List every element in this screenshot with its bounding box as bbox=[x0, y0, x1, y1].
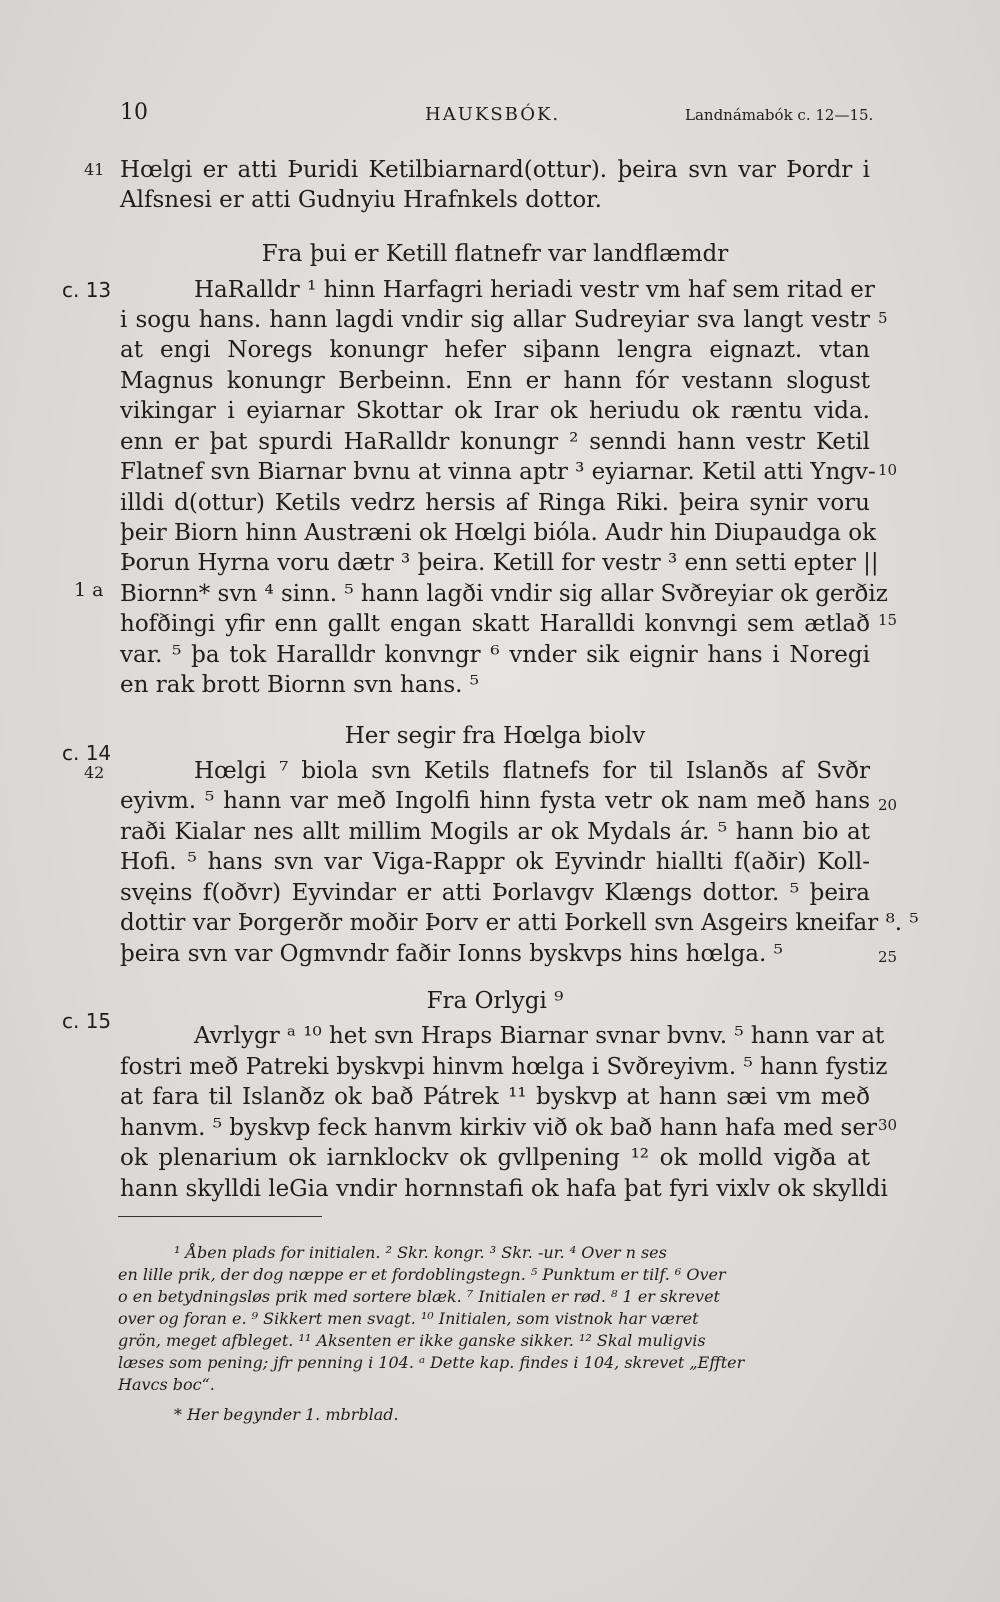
line-number: 10 bbox=[878, 461, 898, 479]
margin-number: 42 bbox=[84, 763, 105, 782]
footnote-line: over og foran e. ⁹ Sikkert men svagt. ¹⁰ Initialen, som vistnok har været bbox=[118, 1309, 699, 1328]
text-line: var. ⁵ þa tok Haralldr konvngr ⁶ vnder sik eignir hans i Noregi bbox=[120, 642, 870, 668]
text-line: svęins f(oðvr) Eyvindar er atti Þorlavgv Klængs dottor. ⁵ þeira bbox=[120, 880, 870, 906]
text-line: þeira svn var Ogmvndr faðir Ionns byskvps hins hœlga. ⁵ bbox=[120, 941, 783, 967]
chapter-marker: c. 13 bbox=[62, 278, 112, 302]
text-line: hofðingi yfir enn gallt engan skatt Haralldi konvngi sem ætlað bbox=[120, 611, 870, 637]
text-line: ok plenarium ok iarnklockv ok gvllpening ¹² ok molld vigða at bbox=[120, 1145, 870, 1171]
text-line: eyivm. ⁵ hann var með Ingolfi hinn fysta vetr ok nam með hans bbox=[120, 788, 870, 814]
text-line: illdi d(ottur) Ketils vedrz hersis af Ringa Riki. þeira synir voru bbox=[120, 490, 870, 516]
line-number: 15 bbox=[878, 611, 898, 629]
text-line: Avrlygr ᵃ ¹⁰ het svn Hraps Biarnar svnar bvnv. ⁵ hann var at bbox=[194, 1023, 885, 1049]
text-line: fostri með Patreki byskvpi hinvm hœlga i Svðreyivm. ⁵ hann fystiz bbox=[120, 1054, 888, 1080]
chapter-marker: c. 14 bbox=[62, 741, 112, 765]
text-line: i sogu hans. hann lagdi vndir sig allar Sudreyiar sva langt vestr bbox=[120, 307, 870, 333]
text-line: Hofi. ⁵ hans svn var Viga-Rappr ok Eyvindr hiallti f(aðir) Koll- bbox=[120, 849, 870, 875]
footnote-rule bbox=[118, 1216, 322, 1217]
section-heading: Fra þui er Ketill flatnefr var landflæmdr bbox=[261, 241, 729, 267]
text-line: at fara til Islanðz ok bað Pátrek ¹¹ byskvp at hann sæi vm með bbox=[120, 1084, 870, 1110]
running-title: HAUKSBÓK. bbox=[425, 104, 561, 125]
text-line: en rak brott Biornn svn hans. ⁵ bbox=[120, 672, 479, 698]
footnote-line: ¹ Åben plads for initialen. ² Skr. kongr. ³ Skr. -ur. ⁴ Over n ses bbox=[174, 1243, 667, 1262]
margin-number: 41 bbox=[84, 160, 105, 179]
line-number: 20 bbox=[878, 796, 898, 814]
chapter-marker: c. 15 bbox=[62, 1009, 112, 1033]
text-line: Alfsnesi er atti Gudnyiu Hrafnkels dottor. bbox=[120, 187, 602, 213]
page-number: 10 bbox=[120, 100, 148, 125]
line-number: 5 bbox=[878, 309, 888, 327]
footnote-line: o en betydningsløs prik med sortere blæk. ⁷ Initialen er rød. ⁸ 1 er skrevet bbox=[118, 1287, 720, 1306]
text-line: hann skylldi leGia vndir hornnstafi ok hafa þat fyri vixlv ok skylldi bbox=[120, 1176, 888, 1202]
text-line: HaRalldr ¹ hinn Harfagri heriadi vestr vm haf sem ritad er bbox=[194, 277, 875, 303]
text-line: Hœlgi er atti Þuridi Ketilbiarnard(ottur). þeira svn var Þordr i bbox=[120, 157, 870, 183]
text-line: Flatnef svn Biarnar bvnu at vinna aptr ³ eyiarnar. Ketil atti Yngv- bbox=[120, 459, 876, 485]
text-line: Hœlgi ⁷ biola svn Ketils flatnefs for til Islanðs af Svðr bbox=[194, 758, 870, 784]
text-line: Biornn* svn ⁴ sinn. ⁵ hann lagði vndir sig allar Svðreyiar ok gerðiz bbox=[120, 581, 888, 607]
text-line: dottir var Þorgerðr moðir Þorv er atti Þorkell svn Asgeirs kneifar ⁸. ⁵ bbox=[120, 910, 919, 936]
footnote-line: en lille prik, der dog næppe er et fordoblingstegn. ⁵ Punktum er tilf. ⁶ Over bbox=[118, 1265, 726, 1284]
footnote-line: læses som pening; jfr penning i 104. ᵃ Dette kap. findes i 104, skrevet „Effter bbox=[118, 1353, 745, 1372]
text-line: þeir Biorn hinn Austræni ok Hœlgi bióla. Audr hin Diupaudga ok bbox=[120, 520, 877, 546]
text-line: hanvm. ⁵ byskvp feck hanvm kirkiv við ok bað hann hafa med ser bbox=[120, 1115, 877, 1141]
text-line: raði Kialar nes allt millim Mogils ar ok Mydals ár. ⁵ hann bio at bbox=[120, 819, 870, 845]
section-heading: Her segir fra Hœlga biolv bbox=[344, 723, 646, 749]
text-line: vikingar i eyiarnar Skottar ok Irar ok heriudu ok ræntu vida. bbox=[120, 398, 870, 424]
line-number: 25 bbox=[878, 948, 898, 966]
footnote-line: Havcs boc“. bbox=[118, 1375, 215, 1394]
section-reference: Landnámabók c. 12—15. bbox=[685, 106, 874, 124]
footnote-line: * Her begynder 1. mbrblad. bbox=[174, 1405, 399, 1424]
text-line: enn er þat spurdi HaRalldr konungr ² senndi hann vestr Ketil bbox=[120, 429, 870, 455]
text-line: Þorun Hyrna voru dætr ³ þeira. Ketill for vestr ³ enn setti epter || bbox=[120, 550, 879, 576]
footnote-line: grön, meget afbleget. ¹¹ Aksenten er ikke ganske sikker. ¹² Skal muligvis bbox=[118, 1331, 706, 1350]
text-line: Magnus konungr Berbeinn. Enn er hann fór vestann slogust bbox=[120, 368, 870, 394]
leaf-marker: 1 a bbox=[74, 579, 104, 601]
section-heading: Fra Orlygi ⁹ bbox=[426, 988, 564, 1014]
text-line: at engi Noregs konungr hefer siþann lengra eignazt. vtan bbox=[120, 337, 870, 363]
line-number: 30 bbox=[878, 1116, 898, 1134]
